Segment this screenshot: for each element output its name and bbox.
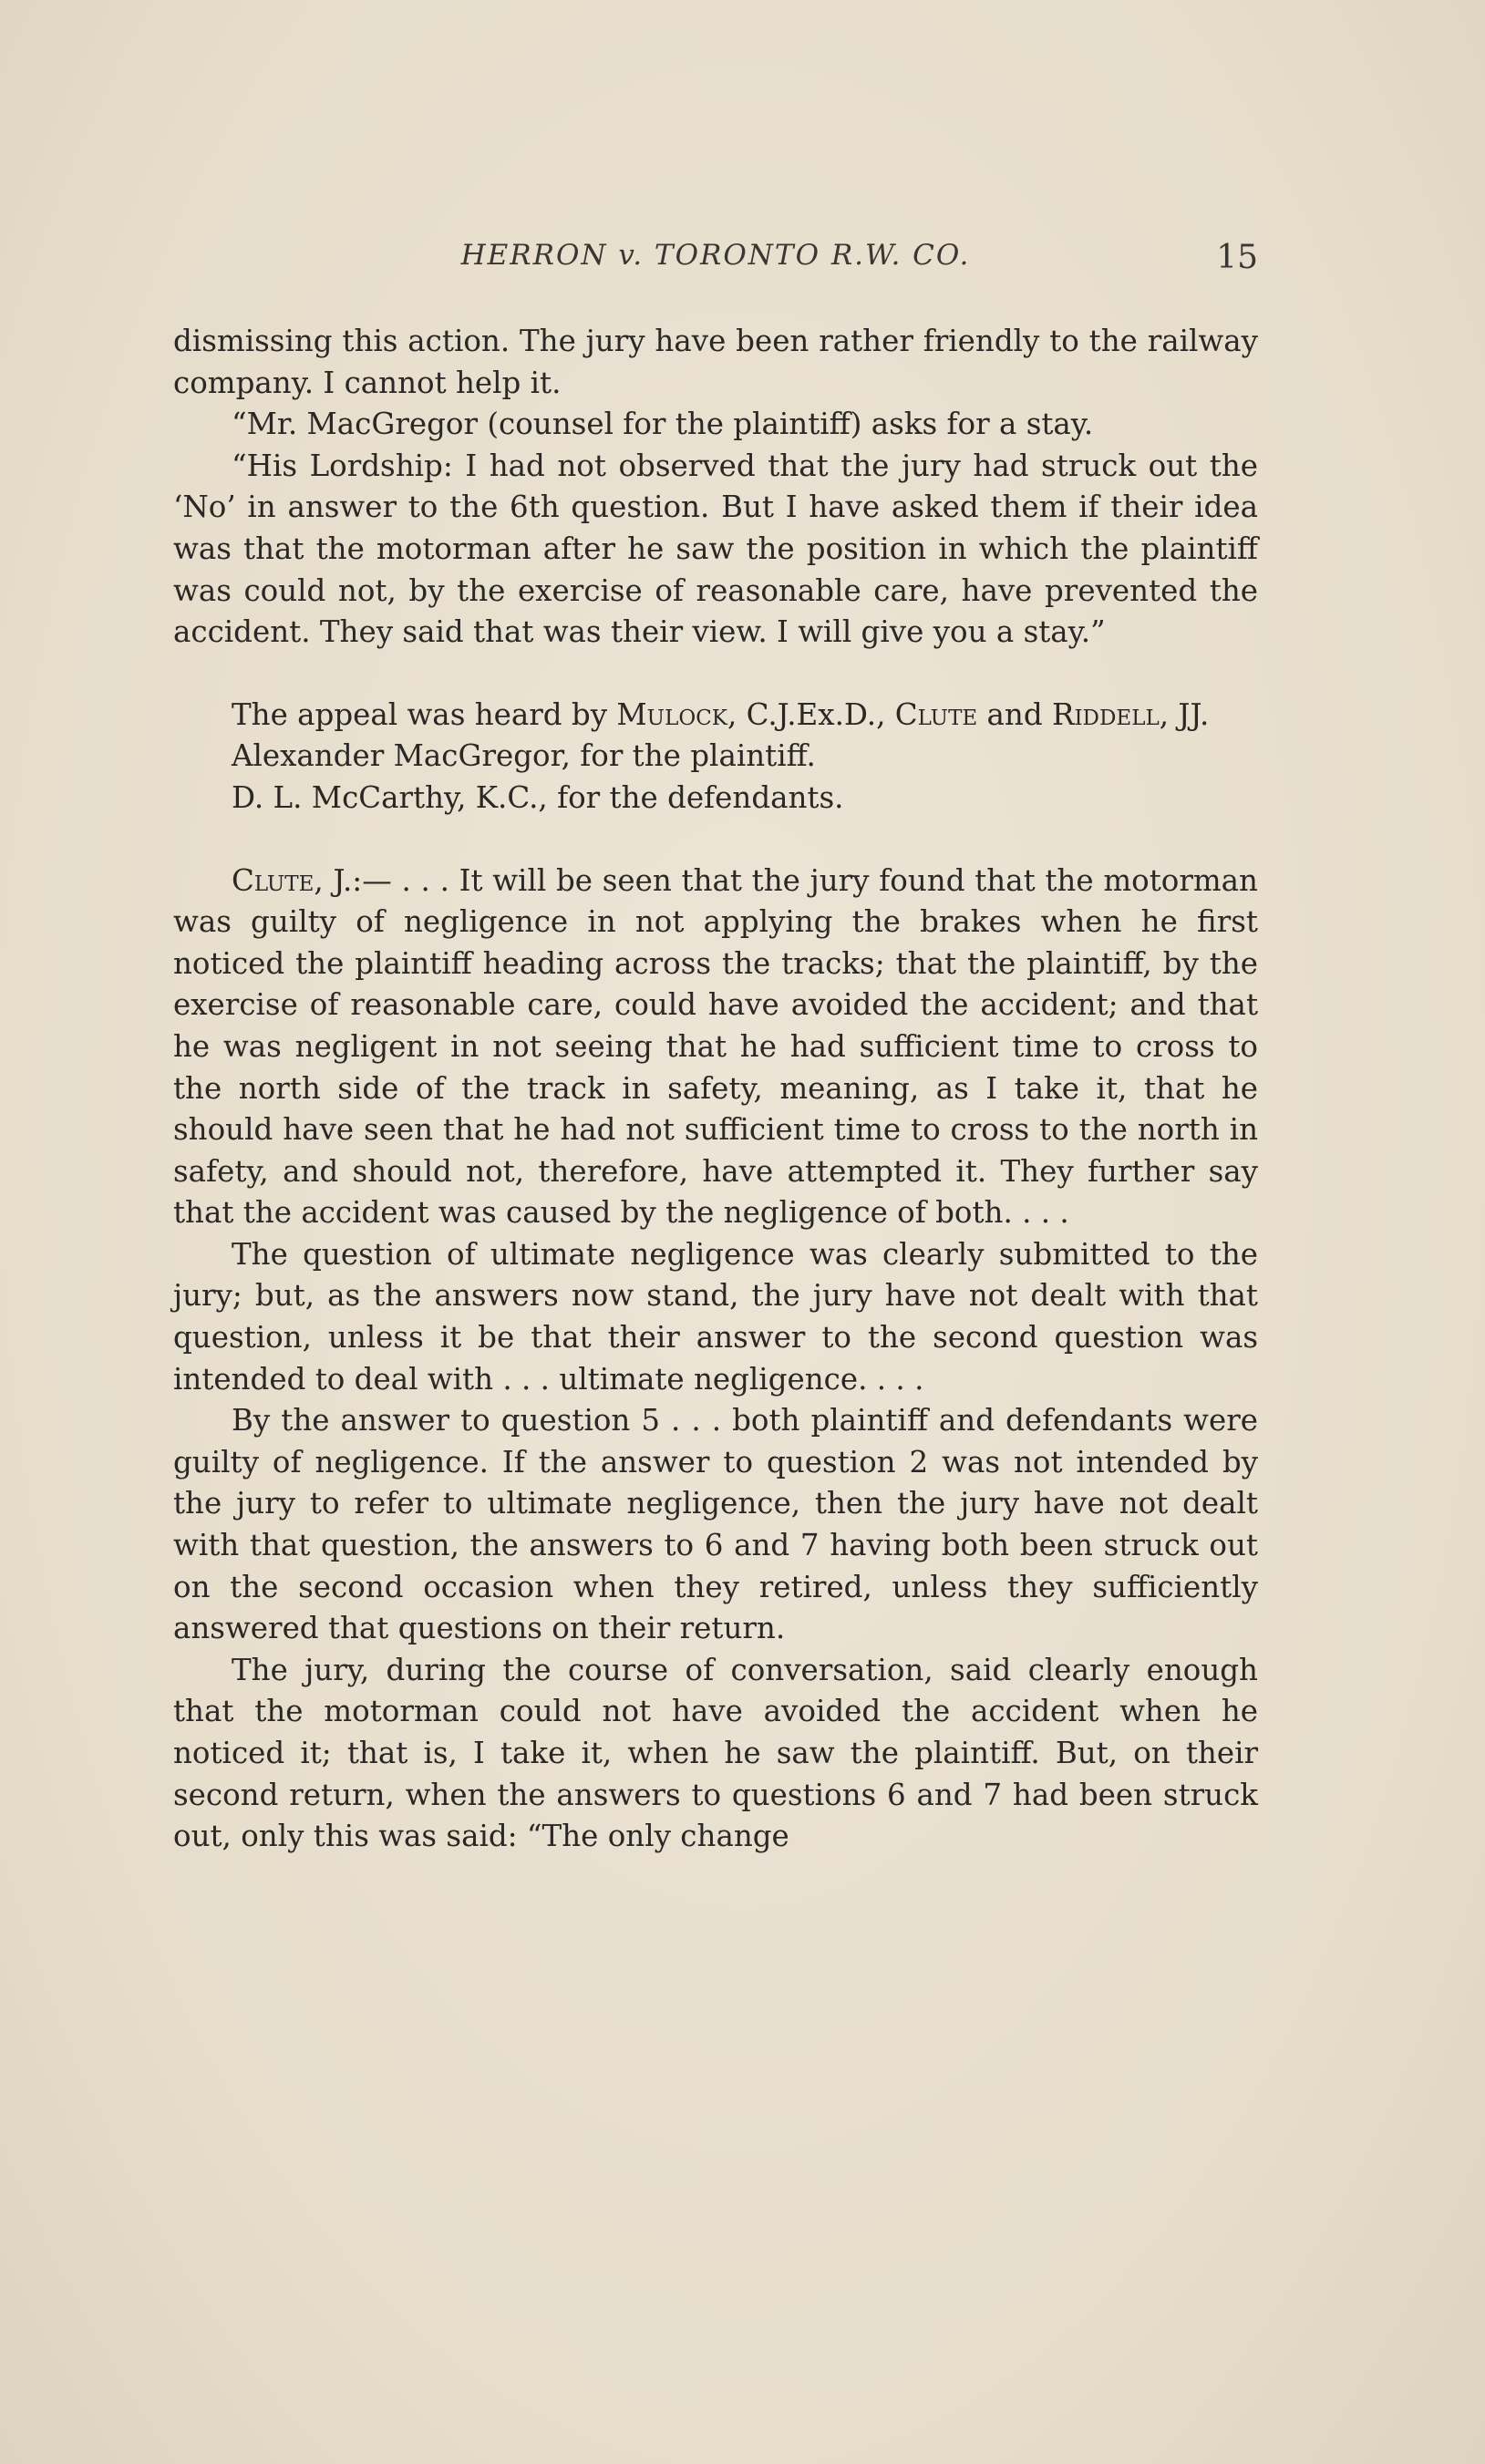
page-header: [173, 239, 1258, 284]
running-title: HERRON v. TORONTO R.W. CO.: [460, 239, 971, 272]
appeal-paragraph: [173, 695, 1258, 737]
judgment-paragraph: The question of ultimate negligence was clearly submitted to the jury; but, as the answers now stand, the jury have not dealt with that question, unless it be that their answer to the second question was intended to deal with . . . ultimate negligence. . . .: [173, 1236, 1258, 1397]
judgment-judge: Clute: [232, 862, 315, 898]
judge-name: Clute: [894, 696, 978, 732]
page-number: 15: [1216, 239, 1258, 276]
counsel-line: D. L. McCarthy, K.C., for the defendants.: [232, 779, 844, 815]
judgment-paragraph: By the answer to question 5 . . . both plaintiff and defendants were guilty of negligence. If the answer to question 2 was not intended by the jury to refer to ultimate negligence, then the jury have not dealt with that question, the answers to 6 and 7 having both been struck out on the second occasion when they retired, unless they sufficiently answered that questions on their return.: [173, 1403, 1258, 1646]
conjunction: and: [977, 696, 1052, 732]
counsel-line: Alexander MacGregor, for the plaintiff.: [232, 738, 816, 774]
judge-title: , C.J.Ex.D.,: [727, 696, 895, 732]
judge-name: Riddell: [1051, 696, 1160, 732]
paragraph: “Mr. MacGregor (counsel for the plaintiff) asks for a stay.: [232, 407, 1094, 442]
judgment-paragraph: [173, 861, 1258, 1234]
judge-name: Mulock: [616, 696, 727, 732]
page-body: [173, 321, 1258, 1858]
judgment-text: It will be seen that the jury found that the motorman was guilty of negligence in not applying the brakes when he first noticed the plaintiff heading across the tracks; that the plaintiff, by the exercise of reasonable care, could have avoided the accident; and that he was negligent in not seeing that he had sufficient time to cross to the north side of the track in safety, meaning, as I take it, that he should have seen that he had not sufficient time to cross to the north in safety, and should not, therefore, have attempted it. They further say that the accident was caused by the negligence of both. . . .: [173, 862, 1258, 1231]
judgment-paragraph: The jury, during the course of conversation, said clearly enough that the motorman could not have avoided the accident when he noticed it; that is, I take it, when he saw the plaintiff. But, on their second return, when the answers to questions 6 and 7 had been struck out, only this was said: “The only change: [173, 1652, 1258, 1854]
appeal-intro: The appeal was heard by: [232, 696, 617, 732]
paragraph: “His Lordship: I had not observed that the jury had struck out the ‘No’ in answer to the 6th question. But I have asked them if their idea was that the motorman after he saw the position in which the plaintiff was could not, by the exercise of reasonable care, have prevented the accident. They said that was their view. I will give you a stay.”: [173, 448, 1258, 650]
judge-title: , JJ.: [1159, 696, 1210, 732]
judgment-judge-suffix: , J.:— . . .: [314, 862, 459, 898]
paragraph: dismissing this action. The jury have been rather friendly to the railway company. I cannot help it.: [173, 324, 1258, 400]
section-gap: [173, 820, 1258, 861]
section-gap: [173, 654, 1258, 695]
